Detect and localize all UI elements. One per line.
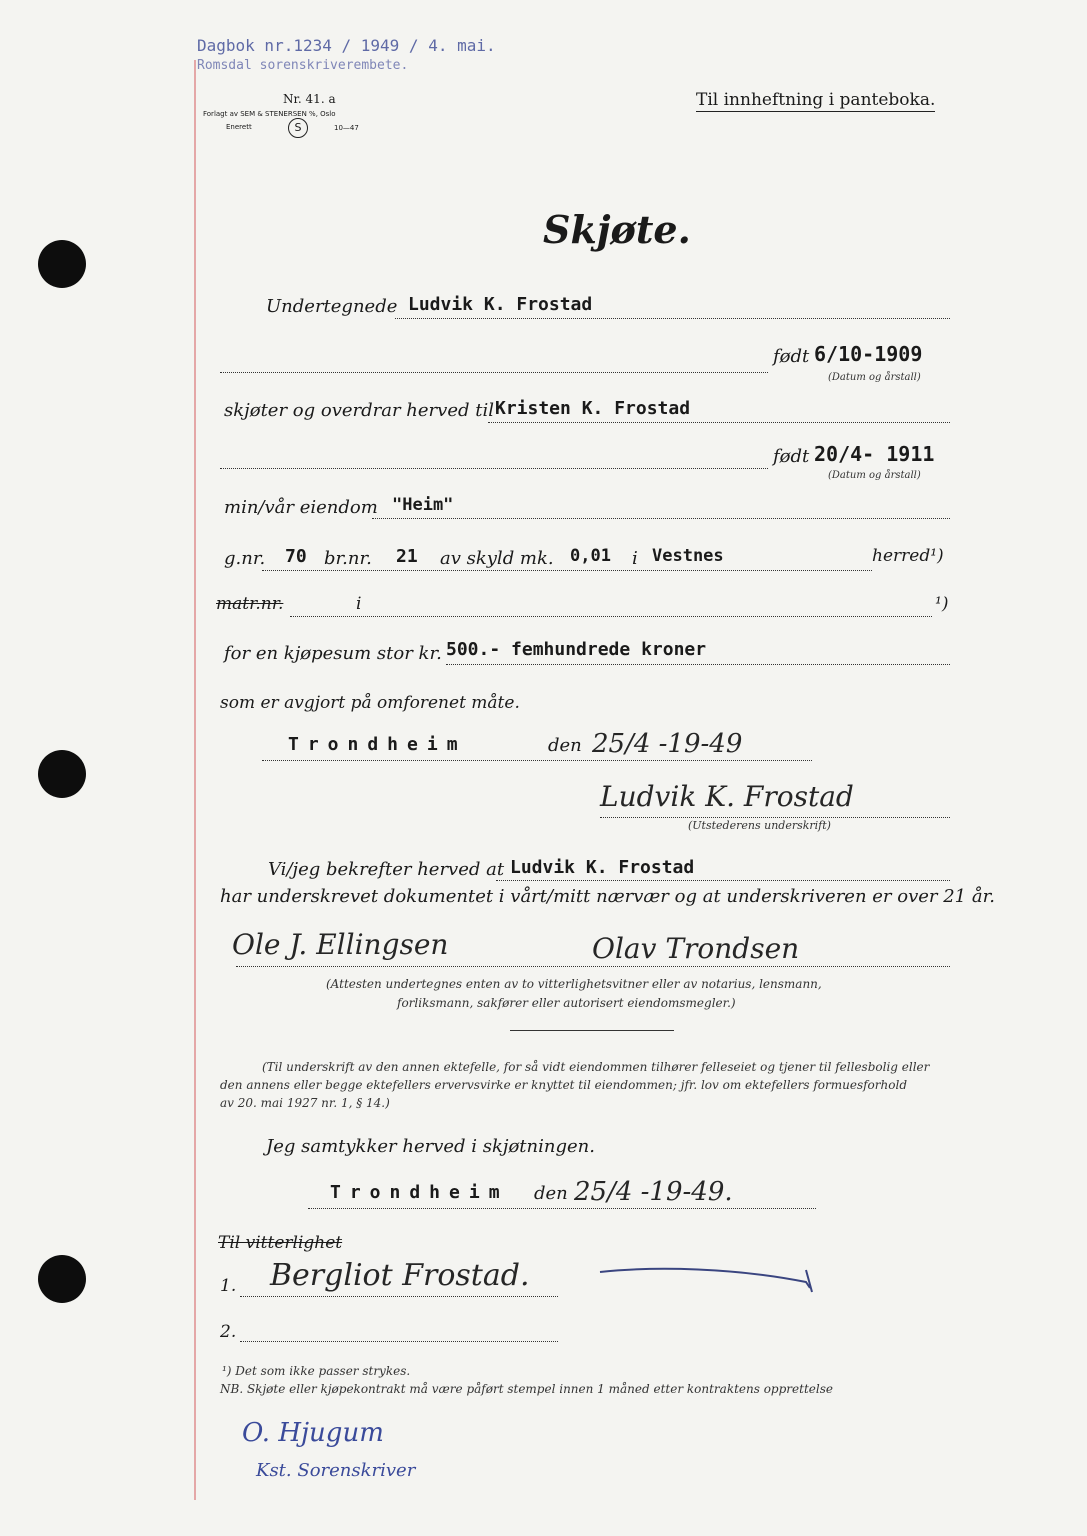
witness-heading: Til vitterlighet [218,1233,343,1253]
bnr-label: br.nr. [324,548,372,569]
publisher-enerett: Enerett [226,123,252,131]
grantor-born-date: 6/10-1909 [814,342,923,366]
date-1: 25/4 -19-49 [592,729,743,759]
fill-line [395,318,950,319]
consent-text: Jeg samtykker herved i skjøtningen. [266,1136,595,1157]
gnr-value: 70 [285,546,307,567]
punch-hole [38,1255,86,1303]
fill-line [262,570,872,571]
herred-value: Vestnes [652,546,724,566]
place-1: Trondheim [288,734,467,755]
registrar-signature: O. Hjugum [242,1418,384,1448]
issuer-signature: Ludvik K. Frostad [600,780,854,813]
herred-i: i [632,548,638,569]
property-label: min/vår eiendom [224,497,378,518]
witness-line1-name: Ludvik K. Frostad [510,857,695,878]
fill-line [220,372,768,373]
witness-signature-2: Olav Trondsen [592,932,800,965]
place-2: Trondheim [330,1182,509,1203]
footnote-2: NB. Skjøte eller kjøpekontrakt må være påført stempel innen 1 måned etter kontraktens opprettelse [220,1382,833,1396]
property-name: "Heim" [392,495,454,515]
matr-i: i [356,594,362,614]
signature-line [600,817,950,818]
grantor-born-label: født [773,346,810,367]
fill-line [262,760,812,761]
fill-line [488,422,950,423]
form-number: Nr. 41. a [283,92,336,106]
witness-line1: Vi/jeg bekrefter herved at [268,859,505,880]
issuer-caption: (Utstederens underskrift) [688,819,831,832]
fill-line [308,1208,816,1209]
date-hint: (Datum og årstall) [828,470,921,481]
grantee-label: skjøter og overdrar herved til [224,400,494,421]
spouse-note-1: (Til underskrift av den annen ektefelle, for så vidt eiendommen tilhører felleseiet og tjener til fellesbolig eller [262,1060,930,1074]
date-2: 25/4 -19-49. [574,1177,733,1207]
publisher-code: 10—47 [334,124,359,132]
den-2: den [534,1183,568,1204]
document-title: Skjøte. [543,207,691,252]
fill-line [240,1341,558,1342]
witness-line2: har underskrevet dokumentet i vårt/mitt nærvær og at underskriveren er over 21 år. [220,886,995,907]
punch-hole [38,750,86,798]
date-hint: (Datum og årstall) [828,372,921,383]
grantee-born-label: født [773,446,810,467]
spouse-note-2: den annens eller begge ektefellers ervervsvirke er knyttet til eiendommen; jfr. lov om ektefellers formuesforhold [220,1078,907,1092]
registrar-title: Kst. Sorenskriver [256,1460,416,1481]
price-amount: 500.- femhundrede kroner [446,639,707,660]
fill-line [240,1296,558,1297]
punch-hole [38,240,86,288]
witness-signature-1: Ole J. Ellingsen [232,928,449,961]
matr-end: ¹) [935,594,949,614]
matr-label: matr.nr. [216,594,284,614]
witness-list-signature-1: Bergliot Frostad. [270,1258,530,1293]
fill-line [290,616,932,617]
attest-note-2: forliksmann, sakfører eller autorisert eiendomsmegler.) [397,996,736,1010]
signature-line [236,966,950,967]
attest-note-1: (Attesten undertegnes enten av to vitterlighetsvitner eller av notarius, lensmann, [326,977,822,991]
attach-note: Til innheftning i panteboka. [696,90,936,110]
spouse-note-3: av 20. mai 1927 nr. 1, § 14.) [220,1096,390,1110]
bnr-value: 21 [396,546,418,567]
office-stamp: Romsdal sorenskriverembete. [197,58,409,73]
price-settled: som er avgjort på omforenet måte. [220,693,520,713]
fill-line [496,880,950,881]
grantee-born-date: 20/4- 1911 [814,442,935,466]
footnote-1: ¹) Det som ikke passer strykes. [222,1364,411,1378]
herred-label: herred¹) [872,546,944,566]
skyld-label: av skyld mk. [440,548,554,569]
margin-rule [194,60,196,1500]
publisher-logo-icon: S [288,118,308,138]
grantor-name: Ludvik K. Frostad [408,294,593,315]
skyld-value: 0,01 [570,546,611,566]
witness-number-1: 1. [220,1276,237,1296]
witness-number-2: 2. [220,1322,237,1342]
publisher-line: Forlagt av SEM & STENERSEN %, Oslo [203,110,336,118]
fill-line [220,468,768,469]
grantor-label: Undertegnede [266,296,398,317]
fill-line [372,518,950,519]
gnr-label: g.nr. [224,548,266,569]
fill-line [446,664,950,665]
divider [510,1030,674,1031]
signature-flourish [596,1262,836,1300]
dagbok-stamp: Dagbok nr.1234 / 1949 / 4. mai. [197,36,496,55]
den-1: den [548,735,582,756]
price-label: for en kjøpesum stor kr. [224,643,442,664]
grantee-name: Kristen K. Frostad [495,398,691,419]
